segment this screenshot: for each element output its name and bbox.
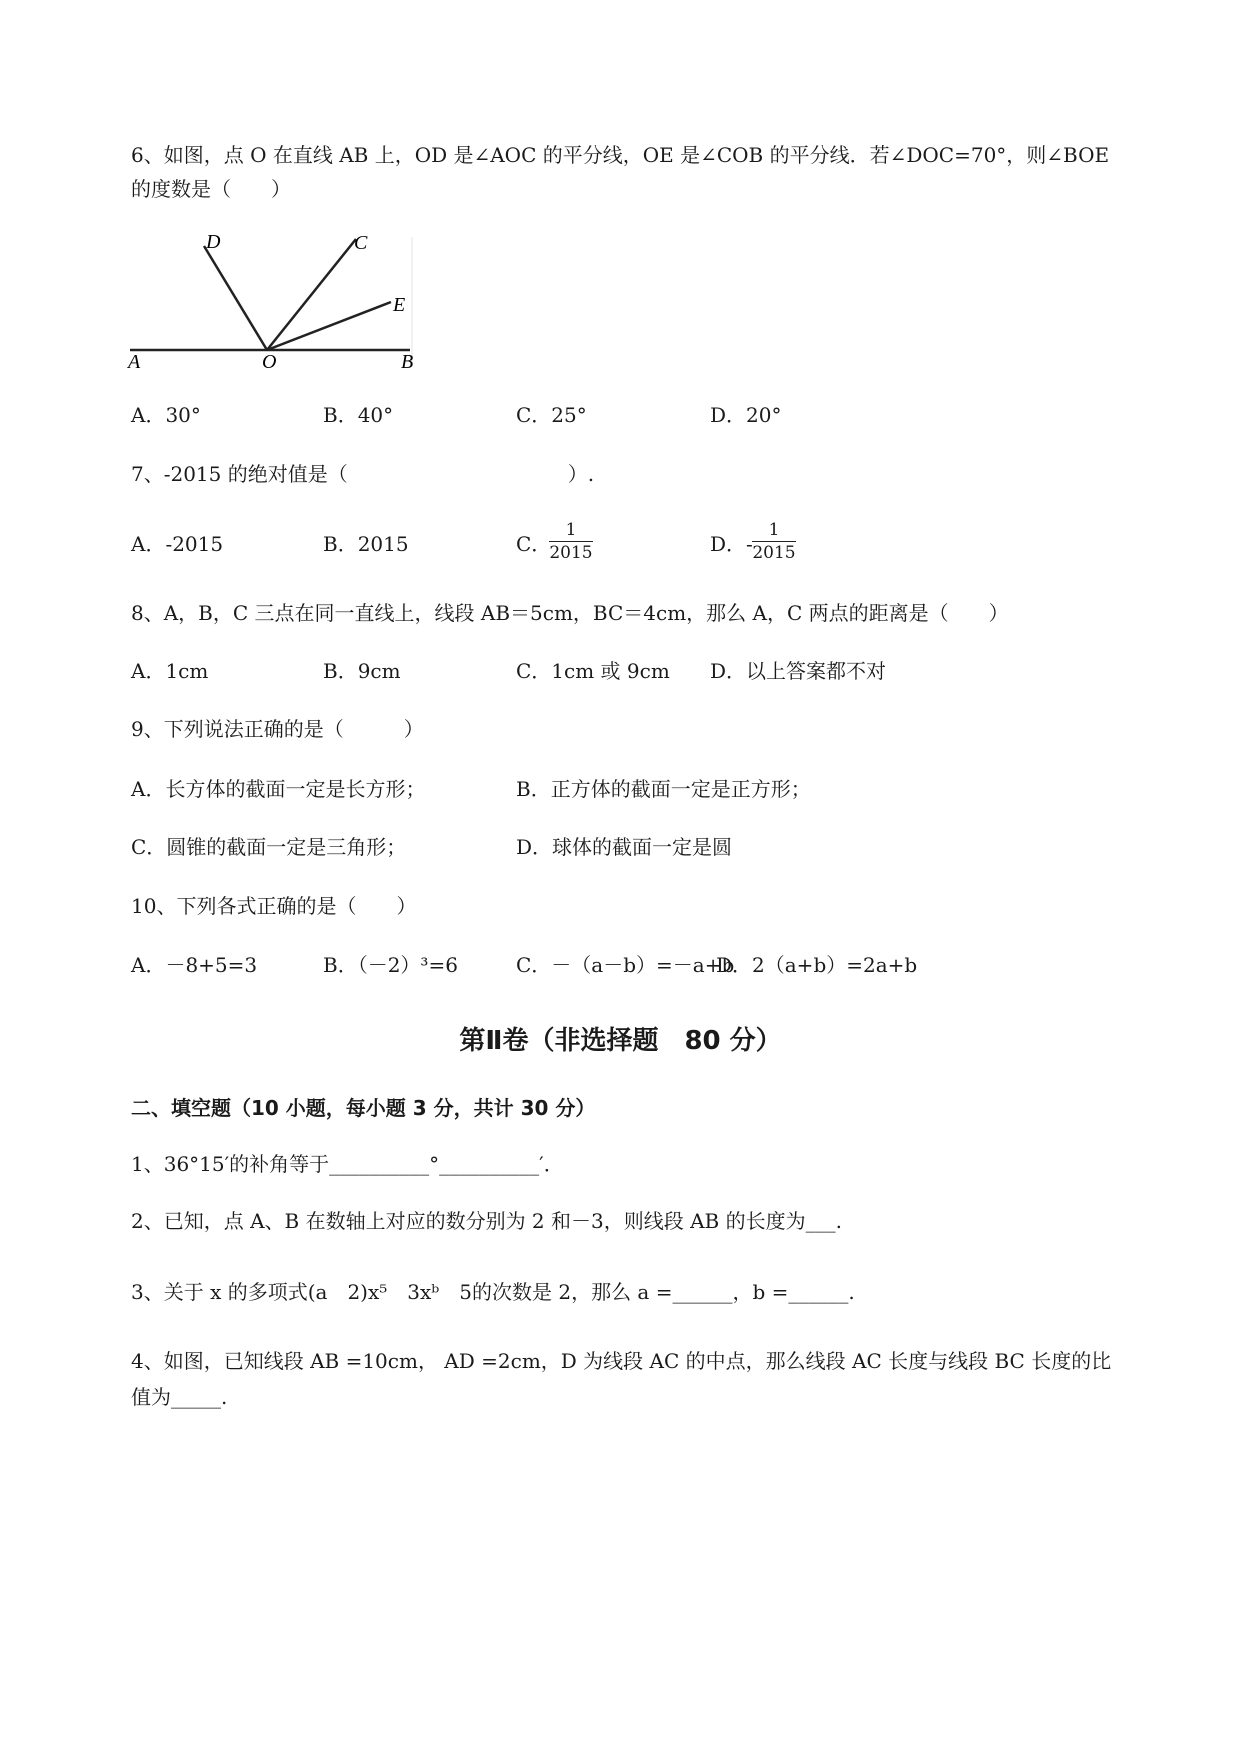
q10-stem: 10、下列各式正确的是（ ） (131, 894, 417, 918)
q10-option-b: B．（－2）³=6 (323, 953, 458, 977)
label-b: B (401, 351, 414, 373)
fill-question-1: 1、36°15′的补角等于__________°__________′． (131, 1152, 564, 1176)
fill-question-3: 3、关于 x 的多项式(a 2)x⁵ 3xᵇ 5的次数是 2，那么 a =______，b =______. (131, 1280, 855, 1304)
q7-option-c-prefix: C． (516, 532, 552, 556)
fill-question-4-line1: 4、如图，已知线段 AB =10cm， AD =2cm，D 为线段 AC 的中点，那么线段 AC 长度与线段 BC 长度的比 (131, 1349, 1112, 1373)
fill-question-4-line2: 值为_____. (131, 1385, 228, 1409)
q7-option-d-prefix: D．- (710, 532, 753, 556)
q6-option-c: C．25° (516, 403, 587, 427)
ray-od (204, 246, 267, 350)
label-c: C (354, 232, 368, 254)
q6-stem-line1: 6、如图，点 O 在直线 AB 上，OD 是∠AOC 的平分线，OE 是∠COB 的平分线．若∠DOC=70°，则∠BOE (131, 143, 1110, 167)
q7-option-d-fraction (752, 519, 796, 564)
q6-stem-line2: 的度数是（ ） (131, 177, 291, 201)
q9-stem: 9、下列说法正确的是（ ） (131, 717, 424, 741)
q8-option-a: A．1cm (131, 659, 209, 683)
q9-option-c: C．圆锥的截面一定是三角形； (131, 835, 407, 859)
q7-stem: 7、-2015 的绝对值是（ ）. (131, 462, 595, 486)
q10-option-c: C．－（a－b）=－a+b (516, 953, 735, 977)
label-e: E (393, 294, 406, 316)
label-a: A (128, 351, 141, 373)
angle-diagram (125, 225, 425, 375)
q10-option-a: A．－8+5=3 (131, 953, 258, 977)
section2-header: 二、填空题（10 小题，每小题 3 分，共计 30 分） (131, 1096, 596, 1120)
q6-option-d: D．20° (710, 403, 782, 427)
q6-figure (125, 225, 425, 375)
q8-option-b: B．9cm (323, 659, 401, 683)
q9-option-a: A．长方体的截面一定是长方形； (131, 777, 426, 801)
fill-question-2: 2、已知，点 A、B 在数轴上对应的数分别为 2 和－3，则线段 AB 的长度为___. (131, 1209, 842, 1233)
label-d: D (206, 231, 221, 253)
label-o: O (262, 351, 277, 373)
q9-option-b: B．正方体的截面一定是正方形； (516, 777, 811, 801)
fraction-denominator: 2015 (752, 543, 796, 563)
fraction-denominator: 2015 (549, 543, 593, 563)
q9-option-d: D．球体的截面一定是圆 (516, 835, 733, 859)
fraction-numerator: 1 (768, 520, 780, 540)
q7-option-b: B．2015 (323, 532, 409, 556)
part2-title: 第Ⅱ卷（非选择题 80 分） (459, 1026, 782, 1056)
fraction-numerator: 1 (565, 520, 577, 540)
q7-option-a: A．-2015 (131, 532, 224, 556)
q8-option-d: D．以上答案都不对 (710, 659, 887, 683)
q6-option-a: A．30° (131, 403, 201, 427)
q7-option-c-fraction (549, 519, 593, 564)
q10-option-d: D．2（a+b）=2a+b (716, 953, 918, 977)
q8-stem: 8、A，B，C 三点在同一直线上，线段 AB＝5cm，BC＝4cm，那么 A，C 两点的距离是（ ） (131, 601, 1009, 625)
q6-option-b: B．40° (323, 403, 394, 427)
q8-option-c: C．1cm 或 9cm (516, 659, 670, 683)
